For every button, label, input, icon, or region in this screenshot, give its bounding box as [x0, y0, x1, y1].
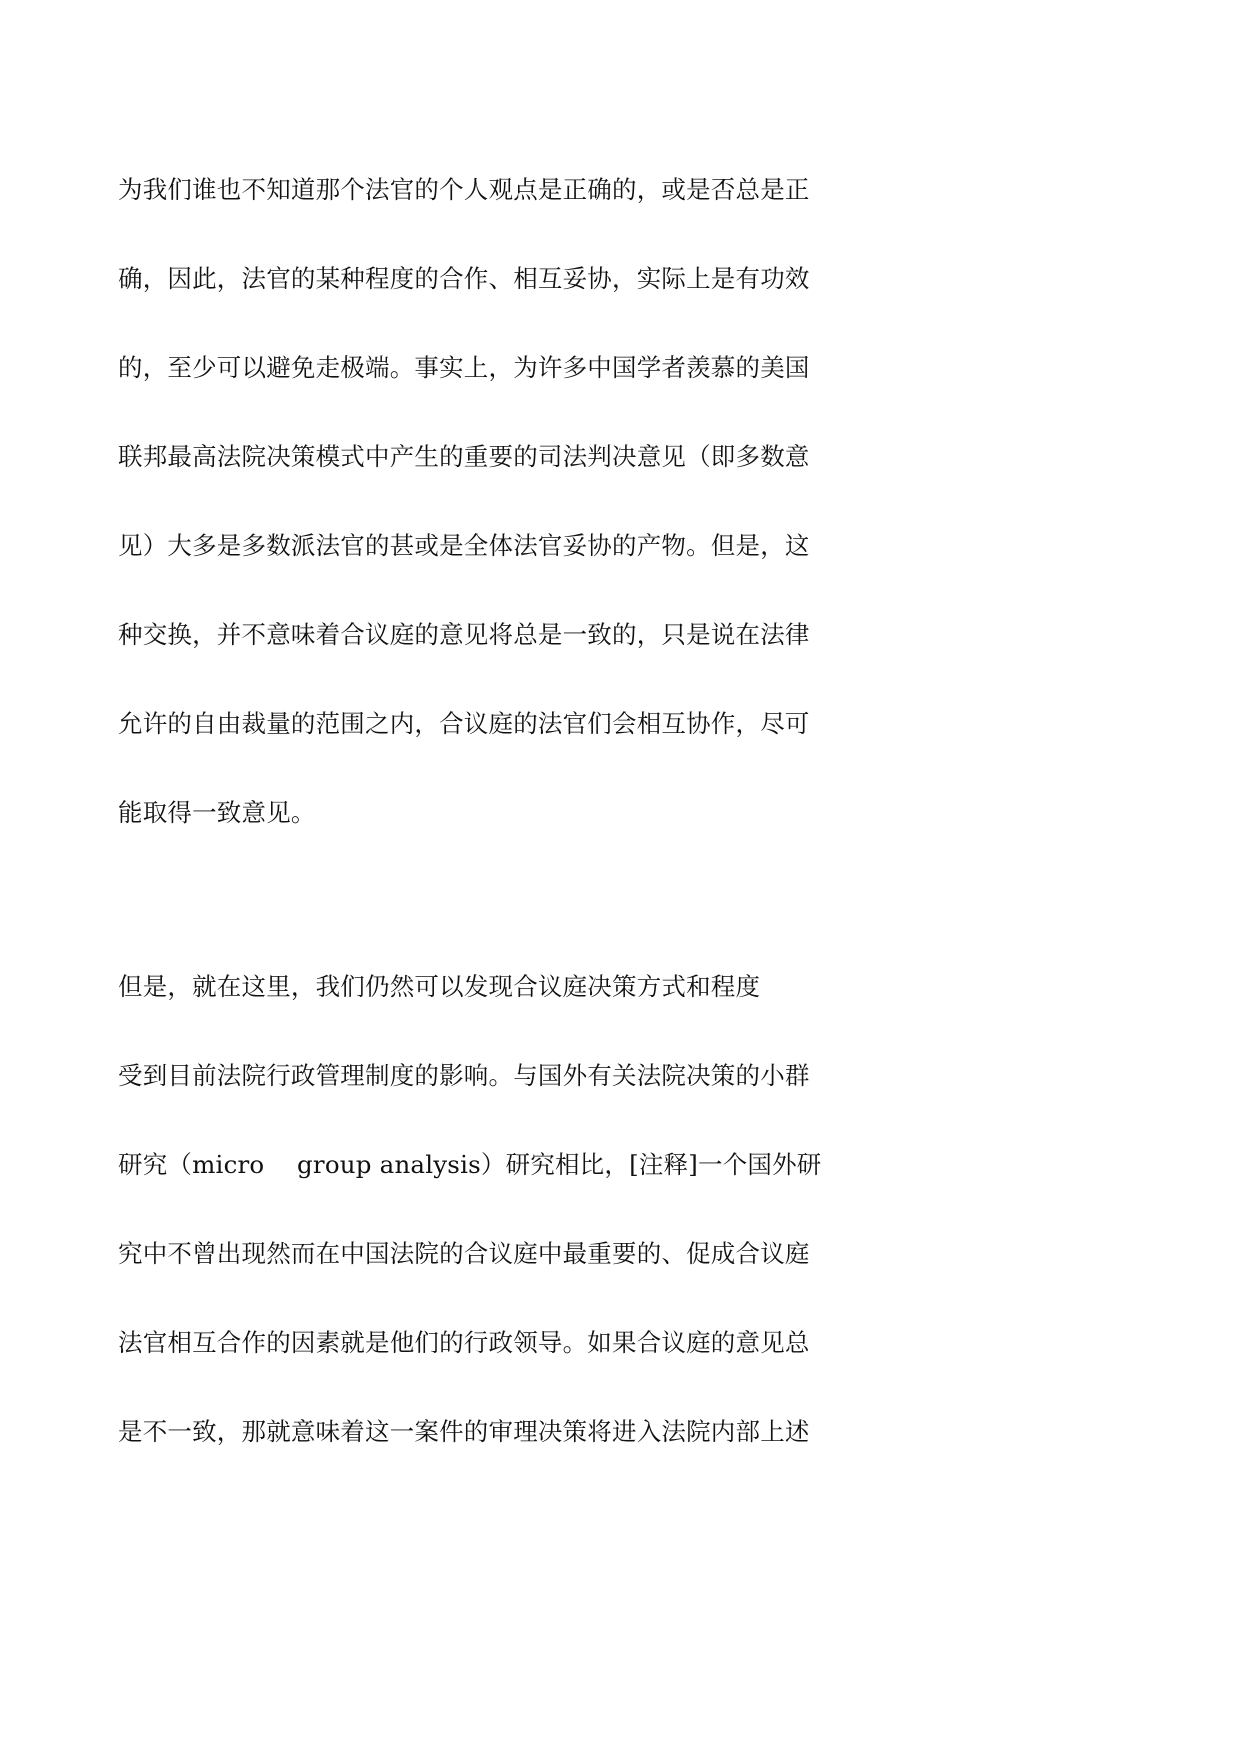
text-line: 法官相互合作的因素就是他们的行政领导。如果合议庭的意见总 — [118, 1328, 810, 1357]
text-line: 见）大多是多数派法官的甚或是全体法官妥协的产物。但是，这 — [118, 531, 810, 560]
text-line: 确，因此，法官的某种程度的合作、相互妥协，实际上是有功效 — [118, 264, 810, 293]
text-line: 受到目前法院行政管理制度的影响。与国外有关法院决策的小群 — [118, 1061, 810, 1090]
text-line: 允许的自由裁量的范围之内，合议庭的法官们会相互协作，尽可 — [118, 709, 810, 738]
text-line: 的，至少可以避免走极端。事实上，为许多中国学者羡慕的美国 — [118, 353, 810, 382]
text-line: 为我们谁也不知道那个法官的个人观点是正确的，或是否总是正 — [118, 175, 810, 204]
text-line: 研究（micro group analysis）研究相比，[注释]一个国外研 — [118, 1150, 822, 1179]
text-line: 是不一致，那就意味着这一案件的审理决策将进入法院内部上述 — [118, 1417, 810, 1446]
text-line: 种交换，并不意味着合议庭的意见将总是一致的，只是说在法律 — [118, 620, 810, 649]
text-line: 联邦最高法院决策模式中产生的重要的司法判决意见（即多数意 — [118, 442, 810, 471]
text-line: 究中不曾出现然而在中国法院的合议庭中最重要的、促成合议庭 — [118, 1239, 810, 1268]
text-line: 但是，就在这里，我们仍然可以发现合议庭决策方式和程度 — [118, 972, 761, 1001]
text-line: 能取得一致意见。 — [118, 798, 316, 827]
